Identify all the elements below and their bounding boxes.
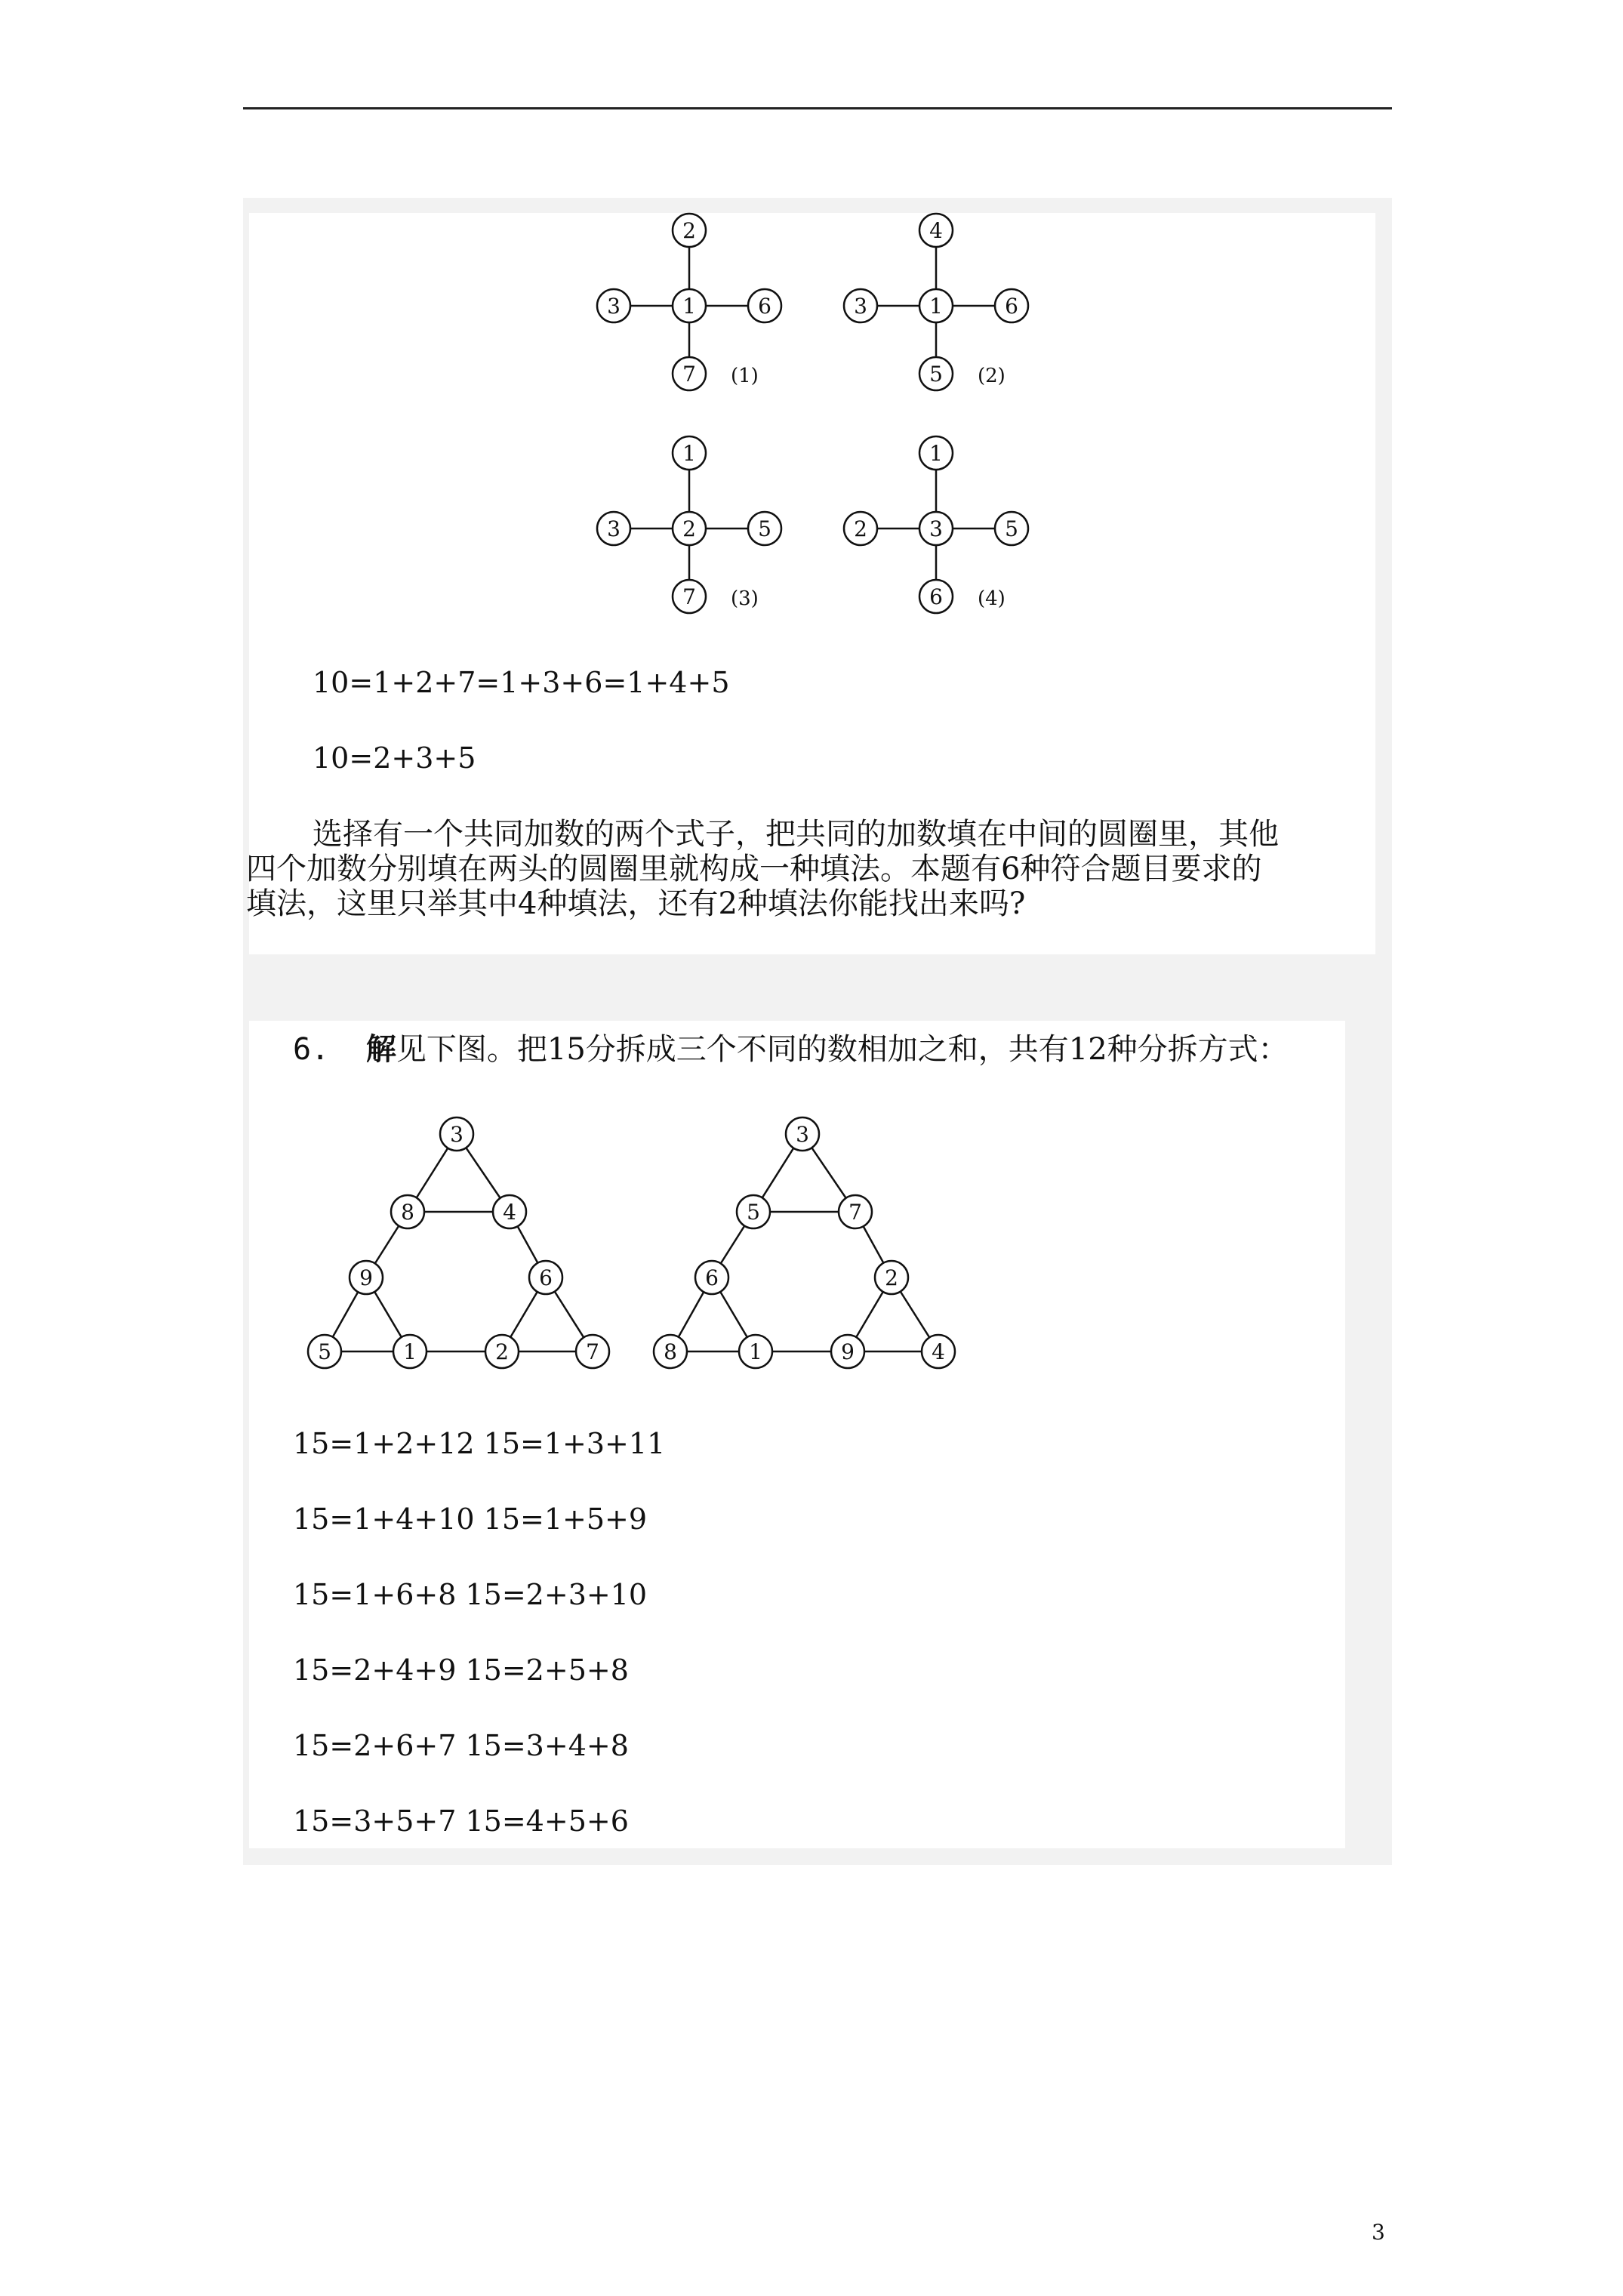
equation-line: 15=1+6+8 15=2+3+10 [293, 1578, 648, 1611]
equation-line: 15=1+4+10 15=1+5+9 [293, 1502, 648, 1536]
node-top: 1 [682, 441, 696, 466]
node-bottom-left: 8 [664, 1339, 677, 1364]
node-upper-right: 4 [503, 1200, 516, 1225]
node-center: 2 [682, 516, 696, 541]
node-top: 3 [796, 1122, 809, 1147]
node-bottom-right: 7 [586, 1339, 599, 1364]
node-left: 3 [607, 294, 621, 319]
node-center: 1 [682, 294, 696, 319]
triangle-diagram-2 [644, 1110, 976, 1382]
triangle-diagram-1 [298, 1110, 630, 1382]
node-left: 3 [607, 516, 621, 541]
node-right: 5 [1005, 516, 1018, 541]
node-bottom: 5 [929, 362, 943, 387]
heading-text: 见下图。把15分拆成三个不同的数相加之和，共有12种分拆方式： [396, 1032, 1289, 1067]
cross-diagram-3 [581, 430, 830, 627]
cross-diagram-2 [828, 208, 1077, 404]
node-bottom-inner-left: 1 [403, 1339, 417, 1364]
node-bottom-left: 5 [318, 1339, 331, 1364]
node-left: 2 [854, 516, 867, 541]
equation-line: 15=2+6+7 15=3+4+8 [293, 1729, 629, 1762]
node-bottom-inner-right: 2 [495, 1339, 509, 1364]
header-rule [243, 107, 1392, 109]
diagram-label: (2) [978, 365, 1006, 387]
node-top: 4 [929, 218, 943, 243]
node-top: 2 [682, 218, 696, 243]
equation-line: 15=1+2+12 15=1+3+11 [293, 1427, 666, 1460]
node-mid-right: 6 [539, 1265, 553, 1290]
node-bottom-inner-left: 1 [749, 1339, 762, 1364]
node-bottom-right: 4 [932, 1339, 945, 1364]
page-number: 3 [1372, 2220, 1385, 2245]
node-mid-left: 6 [705, 1265, 719, 1290]
diagram-label: (4) [978, 587, 1006, 610]
para-line: 选择有一个共同加数的两个式子，把共同的加数填在中间的圆圈里，其他 [313, 817, 1279, 852]
node-upper-left: 5 [747, 1200, 760, 1225]
para-line: 填法，这里只举其中4种填法，还有2种填法你能找出来吗? [246, 886, 1026, 921]
equation-10-b: 10=2+3+5 [313, 741, 476, 775]
equation-10-a: 10=1+2+7=1+3+6=1+4+5 [313, 666, 730, 699]
node-upper-left: 8 [401, 1200, 414, 1225]
cross-diagram-4 [828, 430, 1077, 627]
diagram-label: (1) [731, 365, 759, 387]
answer-label: 解 [365, 1031, 396, 1067]
cross-diagram-1 [581, 208, 830, 404]
diagram-label: (3) [731, 587, 759, 610]
equation-line: 15=3+5+7 15=4+5+6 [293, 1804, 629, 1838]
node-right: 5 [758, 516, 771, 541]
node-upper-right: 7 [848, 1200, 862, 1225]
node-left: 3 [854, 294, 867, 319]
question-number: 6. [293, 1032, 330, 1067]
node-center: 3 [929, 516, 943, 541]
node-bottom-inner-right: 9 [841, 1339, 855, 1364]
section6-heading [293, 1033, 1289, 1066]
node-mid-right: 2 [885, 1265, 898, 1290]
node-bottom: 7 [682, 362, 696, 387]
node-bottom: 6 [929, 584, 943, 609]
node-bottom: 7 [682, 584, 696, 609]
para-line: 四个加数分别填在两头的圆圈里就构成一种填法。本题有6种符合题目要求的 [246, 852, 1262, 886]
node-right: 6 [758, 294, 771, 319]
node-top: 1 [929, 441, 943, 466]
equation-line: 15=2+4+9 15=2+5+8 [293, 1653, 629, 1687]
explanation-paragraph [246, 817, 1279, 921]
node-center: 1 [929, 294, 943, 319]
node-mid-left: 9 [359, 1265, 373, 1290]
node-top: 3 [450, 1122, 463, 1147]
node-right: 6 [1005, 294, 1018, 319]
